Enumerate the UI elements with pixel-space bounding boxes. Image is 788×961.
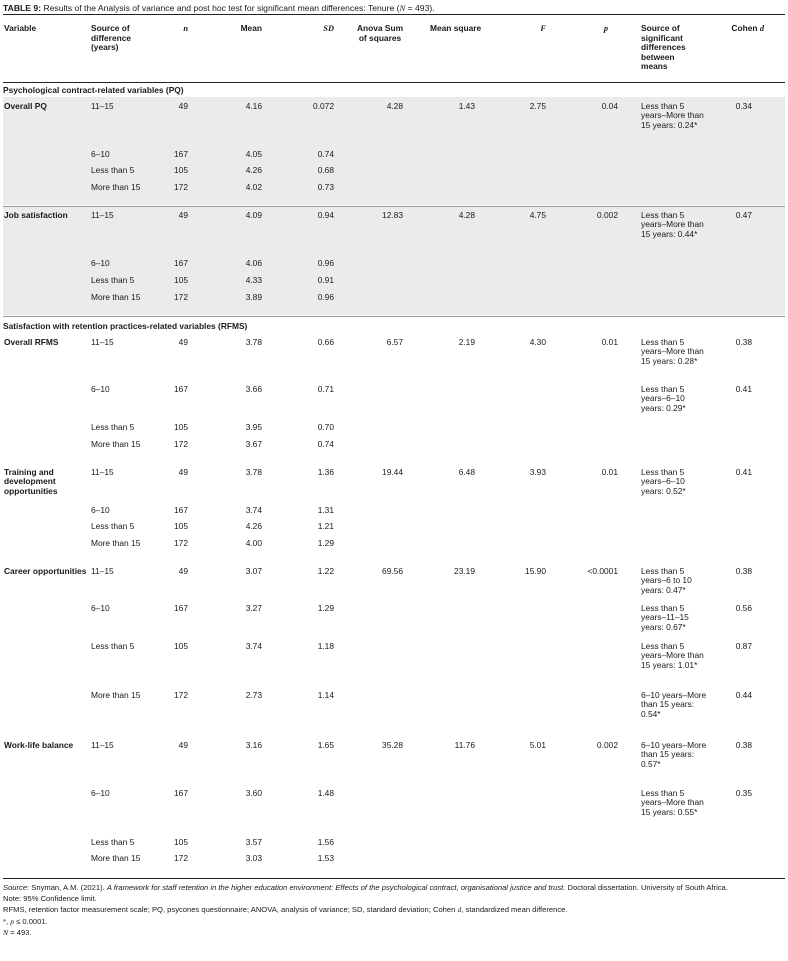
row-source: More than 15 <box>91 690 141 700</box>
note-abbrev-text: RFMS, retention factor measurement scale; PQ, psycones questionnaire; ANOVA, analysis of variance; SD, standard deviation; Cohen <box>3 905 458 915</box>
row-p: 0.04 <box>601 101 618 111</box>
row-source: Less than 5 <box>91 275 135 285</box>
row-variable: Career opportunities <box>4 566 87 576</box>
row-sd: 1.22 <box>317 566 334 576</box>
row-source: 6–10 <box>91 788 110 798</box>
row-n: 49 <box>178 210 188 220</box>
row-source: 11–15 <box>91 210 114 220</box>
row-mean: 4.26 <box>245 165 262 175</box>
row-sd: 0.74 <box>317 439 334 449</box>
row-variable: Overall PQ <box>4 101 47 111</box>
row-mean: 4.16 <box>245 101 262 111</box>
row-sd: 0.71 <box>317 384 334 394</box>
row-source: Less than 5 <box>91 165 135 175</box>
table-notes <box>3 882 785 938</box>
row-sd: 1.14 <box>317 690 334 700</box>
row-sum-of-squares: 4.28 <box>386 101 403 111</box>
row-sd: 0.96 <box>317 258 334 268</box>
row-sum-of-squares: 69.56 <box>382 566 403 576</box>
row-variable: Work-life balance <box>4 740 74 750</box>
row-p: 0.01 <box>601 467 618 477</box>
row-significant-difference: Less than 5 years–More than 15 years: 1.01* <box>641 641 704 670</box>
row-sd: 0.91 <box>317 275 334 285</box>
note-n-symbol: N <box>3 927 9 937</box>
table-bottom-rule <box>3 878 785 879</box>
row-significant-difference: Less than 5 years–6 to 10 years: 0.47* <box>641 566 692 595</box>
row-rule <box>3 316 785 317</box>
row-cohen-d: 0.41 <box>735 467 752 477</box>
row-mean: 4.33 <box>245 275 262 285</box>
row-mean-square: 2.19 <box>458 337 475 347</box>
row-source: Less than 5 <box>91 837 135 847</box>
row-significant-difference: Less than 5 years–More than 15 years: 0.28* <box>641 337 704 366</box>
row-f: 15.90 <box>525 566 546 576</box>
row-f: 3.93 <box>529 467 546 477</box>
header-anova-ss: Anova Sum of squares <box>356 23 404 43</box>
row-n: 167 <box>174 788 188 798</box>
note-abbrev-end: , standardized mean difference. <box>461 905 568 915</box>
row-n: 172 <box>174 182 188 192</box>
row-n: 172 <box>174 538 188 548</box>
row-significant-difference: Less than 5 years–More than 15 years: 0.55* <box>641 788 704 817</box>
row-mean: 3.74 <box>245 505 262 515</box>
row-n: 49 <box>178 101 188 111</box>
header-significant-differences: Source of significant differences between means <box>641 23 686 71</box>
row-n: 167 <box>174 258 188 268</box>
header-d-symbol: d <box>759 24 764 33</box>
note-n-rest: = 493. <box>8 927 32 937</box>
row-significant-difference: Less than 5 years–11–15 years: 0.67* <box>641 603 689 632</box>
row-mean: 3.74 <box>245 641 262 651</box>
header-n: n <box>183 24 188 33</box>
note-sig-rest: ≤ 0.0001. <box>13 916 48 926</box>
row-p: 0.01 <box>601 337 618 347</box>
row-mean: 3.03 <box>245 853 262 863</box>
row-mean-square: 4.28 <box>458 210 475 220</box>
row-mean: 3.16 <box>245 740 262 750</box>
row-mean: 3.57 <box>245 837 262 847</box>
row-sd: 0.73 <box>317 182 334 192</box>
note-source-publisher: Doctoral dissertation. University of South Africa. <box>565 883 728 892</box>
header-mean: Mean <box>240 23 262 33</box>
row-sd: 1.65 <box>317 740 334 750</box>
note-significance <box>3 916 785 927</box>
row-cohen-d: 0.38 <box>735 740 752 750</box>
row-mean: 2.73 <box>245 690 262 700</box>
table-caption <box>3 2 785 15</box>
row-variable: Overall RFMS <box>4 337 59 347</box>
row-n: 49 <box>178 566 188 576</box>
row-f: 4.30 <box>529 337 546 347</box>
row-sd: 1.29 <box>317 538 334 548</box>
row-cohen-d: 0.38 <box>735 337 752 347</box>
row-sum-of-squares: 12.83 <box>382 210 403 220</box>
row-mean: 3.07 <box>245 566 262 576</box>
header-f: F <box>540 24 546 33</box>
row-n: 167 <box>174 505 188 515</box>
row-n: 172 <box>174 853 188 863</box>
row-n: 105 <box>174 165 188 175</box>
row-significant-difference: Less than 5 years–More than 15 years: 0.24* <box>641 101 704 130</box>
row-f: 5.01 <box>529 740 546 750</box>
row-sum-of-squares: 35.28 <box>382 740 403 750</box>
row-mean: 3.67 <box>245 439 262 449</box>
row-sd: 1.31 <box>317 505 334 515</box>
row-source: Less than 5 <box>91 641 135 651</box>
row-source: 6–10 <box>91 505 110 515</box>
row-sd: 0.072 <box>313 101 334 111</box>
row-mean: 4.06 <box>245 258 262 268</box>
row-cohen-d: 0.87 <box>735 641 752 651</box>
row-f: 4.75 <box>529 210 546 220</box>
row-source: 11–15 <box>91 566 114 576</box>
row-n: 105 <box>174 422 188 432</box>
row-cohen-d: 0.38 <box>735 566 752 576</box>
row-n: 49 <box>178 740 188 750</box>
header-cohen-label: Cohen <box>731 23 760 33</box>
row-mean: 4.26 <box>245 521 262 531</box>
row-n: 167 <box>174 149 188 159</box>
row-variable: Job satisfaction <box>4 210 68 220</box>
header-source: Source of difference (years) <box>91 23 132 52</box>
row-significant-difference: Less than 5 years–6–10 years: 0.52* <box>641 467 686 496</box>
note-source-title: A framework for staff retention in the higher education environment: Effects of the psychological contract, organisational justice and trust. <box>106 883 566 892</box>
row-sd: 0.94 <box>317 210 334 220</box>
note-source-authors: : Snyman, A.M. (2021). <box>27 883 107 892</box>
note-abbreviations <box>3 904 785 915</box>
note-source-label: Source <box>3 883 28 892</box>
note-sample-size <box>3 927 785 938</box>
row-cohen-d: 0.44 <box>735 690 752 700</box>
row-n: 105 <box>174 641 188 651</box>
row-source: Less than 5 <box>91 521 135 531</box>
row-cohen-d: 0.47 <box>735 210 752 220</box>
row-source: 11–15 <box>91 467 114 477</box>
caption-label: TABLE 9: <box>3 3 42 13</box>
row-mean-square: 1.43 <box>458 101 475 111</box>
header-mean-square: Mean square <box>430 23 482 33</box>
row-sum-of-squares: 6.57 <box>386 337 403 347</box>
row-cohen-d: 0.34 <box>735 101 752 111</box>
row-n: 167 <box>174 384 188 394</box>
row-source: 11–15 <box>91 337 114 347</box>
row-sd: 0.96 <box>317 292 334 302</box>
row-p: <0.0001 <box>587 566 618 576</box>
row-mean-square: 11.76 <box>454 740 475 750</box>
row-source: 6–10 <box>91 258 110 268</box>
section-title-pq: Psychological contract-related variables (PQ) <box>3 85 184 95</box>
row-cohen-d: 0.41 <box>735 384 752 394</box>
row-n: 105 <box>174 521 188 531</box>
row-significant-difference: Less than 5 years–6–10 years: 0.29* <box>641 384 686 413</box>
row-p: 0.002 <box>597 740 618 750</box>
row-sd: 0.66 <box>317 337 334 347</box>
row-mean: 3.78 <box>245 337 262 347</box>
row-sd: 1.36 <box>317 467 334 477</box>
row-sd: 0.70 <box>317 422 334 432</box>
row-mean-square: 6.48 <box>458 467 475 477</box>
row-n: 49 <box>178 337 188 347</box>
row-rule <box>3 206 785 207</box>
note-sig-star: *, <box>3 916 11 926</box>
row-sd: 1.53 <box>317 853 334 863</box>
row-n: 105 <box>174 837 188 847</box>
row-mean: 3.60 <box>245 788 262 798</box>
caption-text: Results of the Analysis of variance and post hoc test for significant mean differences: Tenure ( <box>43 3 400 13</box>
row-source: More than 15 <box>91 292 141 302</box>
header-cohen-d <box>718 24 764 34</box>
row-mean: 4.02 <box>245 182 262 192</box>
row-sd: 1.48 <box>317 788 334 798</box>
row-sd: 1.18 <box>317 641 334 651</box>
row-mean-square: 23.19 <box>454 566 475 576</box>
row-source: 11–15 <box>91 101 114 111</box>
row-source: 6–10 <box>91 149 110 159</box>
section-title-rfms: Satisfaction with retention practices-related variables (RFMS) <box>3 321 248 331</box>
row-source: More than 15 <box>91 853 141 863</box>
row-source: 11–15 <box>91 740 114 750</box>
row-source: More than 15 <box>91 538 141 548</box>
caption-n-value: = 493). <box>405 3 435 13</box>
row-mean: 3.78 <box>245 467 262 477</box>
row-source: 6–10 <box>91 603 110 613</box>
row-mean: 3.27 <box>245 603 262 613</box>
row-mean: 4.00 <box>245 538 262 548</box>
row-source: More than 15 <box>91 439 141 449</box>
row-source: Less than 5 <box>91 422 135 432</box>
row-n: 49 <box>178 467 188 477</box>
row-n: 167 <box>174 603 188 613</box>
row-sd: 1.56 <box>317 837 334 847</box>
row-cohen-d: 0.35 <box>735 788 752 798</box>
row-f: 2.75 <box>529 101 546 111</box>
row-mean: 4.09 <box>245 210 262 220</box>
header-variable: Variable <box>4 23 37 33</box>
row-source: 6–10 <box>91 384 110 394</box>
header-sd: SD <box>323 24 334 33</box>
row-mean: 3.66 <box>245 384 262 394</box>
row-mean: 3.95 <box>245 422 262 432</box>
row-p: 0.002 <box>597 210 618 220</box>
row-cohen-d: 0.56 <box>735 603 752 613</box>
row-n: 172 <box>174 690 188 700</box>
header-p: p <box>603 24 608 33</box>
row-source: More than 15 <box>91 182 141 192</box>
header-rule <box>3 82 785 83</box>
row-variable: Training and development opportunities <box>4 467 58 496</box>
row-n: 172 <box>174 439 188 449</box>
row-sd: 0.68 <box>317 165 334 175</box>
row-n: 105 <box>174 275 188 285</box>
note-abbrev-d: d <box>457 905 462 915</box>
row-significant-difference: 6–10 years–More than 15 years: 0.54* <box>641 690 707 719</box>
row-sd: 1.29 <box>317 603 334 613</box>
row-sd: 0.74 <box>317 149 334 159</box>
row-significant-difference: 6–10 years–More than 15 years: 0.57* <box>641 740 707 769</box>
note-sig-p: p <box>10 916 14 926</box>
note-confidence: Note: 95% Confidence limit. <box>3 894 97 904</box>
caption-n-symbol: N <box>399 3 406 13</box>
row-sum-of-squares: 19.44 <box>382 467 403 477</box>
row-mean: 4.05 <box>245 149 262 159</box>
row-n: 172 <box>174 292 188 302</box>
note-source <box>3 882 785 893</box>
row-sd: 1.21 <box>317 521 334 531</box>
row-significant-difference: Less than 5 years–More than 15 years: 0.44* <box>641 210 704 239</box>
row-mean: 3.89 <box>245 292 262 302</box>
